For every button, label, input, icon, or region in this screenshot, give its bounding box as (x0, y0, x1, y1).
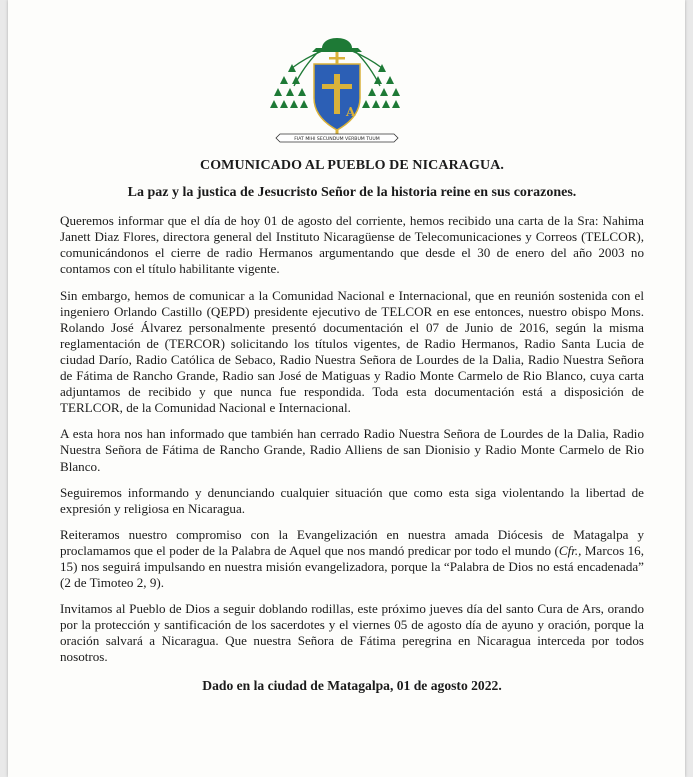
motto-text: FIAT MIHI SECUNDUM VERBUM TUUM (294, 137, 380, 142)
document-subtitle: La paz y la justica de Jesucristo Señor de la historia reine en sus corazones. (127, 185, 577, 201)
paragraph-5 (60, 527, 644, 591)
communique-body (60, 158, 644, 694)
paragraph-5-part-1: Reiteramos nuestro compromiso con la Evangelización en nuestra amada Diócesis de Matagalpa y proclamamos que el poder de la Palabra de Aquel que nos mandó predicar por todo el mundo ( (60, 526, 644, 558)
paragraph-2: Sin embargo, hemos de comunicar a la Comunidad Nacional e Internacional, que en reunión sostenida con el ingeniero Orlando Castillo (QEPD) presidente ejecutivo de TELCOR en ese entonces, nuestro obispo Mons. Rolando José Álvarez personalmente presentó documentación el 07 de Junio de 2016, según la misma reglamentación de (TERCOR) solicitando los títulos vigentes, de Radio Hermanos, Radio Santa Lucia de ciudad Darío, Radio Católica de Sebaco, Radio Nuestra Señora de Lourdes de la Dalia, Radio Nuestra Señora de Fátima de Rancho Grande, Radio san José de Matiguas y Radio Monte Carmelo de Rio Blanco, cuya carta adjuntamos de recibido y que nunca fue respondida. Toda esta documentación está a disposición de TERLCOR, de la Comunidad Nacional e Internacional. (60, 287, 644, 416)
paragraph-3: A esta hora nos han informado que también han cerrado Radio Nuestra Señora de Lourdes de la Dalia, Radio Nuestra Señora de Fátima de Rancho Grande, Radio Alliens de san Dionisio y Radio Monte Carmelo de Rio Blanco. (60, 426, 644, 474)
closing-line: Dado en la ciudad de Matagalpa, 01 de agosto 2022. (202, 677, 502, 693)
document-page (8, 0, 685, 777)
paragraph-5-italic: Cfr., (558, 542, 582, 558)
paragraph-5-part-2: Marcos 16, 15) nos seguirá impulsando en nuestra misión evangelizadora, porque la “Palabra de Dios no está encadenada” (2 de Timoteo 2, 9). (60, 542, 645, 591)
paragraph-1: Queremos informar que el día de hoy 01 de agosto del corriente, hemos recibido una carta de la Sra: Nahima Janett Diaz Flores, directora general del Instituto Nicaragüense de Telecomunicaciones y Correos (TELCOR), comunicándonos el cierre de radio Hermanos argumentando que desde el 30 de enero del año 2003 no contamos con el título habilitante vigente. (60, 213, 644, 277)
paragraph-6: Invitamos al Pueblo de Dios a seguir doblando rodillas, este próximo jueves día del santo Cura de Ars, orando por la protección y santificación de los sacerdotes y el viernes 05 de agosto día de ayuno y oración, porque la oración salvará a Nicaragua. Que nuestra Señora de Fátima peregrina en Nicaragua interceda por todos nosotros. (60, 601, 644, 665)
diocese-coat-of-arms-icon (270, 34, 404, 152)
paragraph-4: Seguiremos informando y denunciando cualquier situación que como esta siga violentando la libertad de expresión y religiosa en Nicaragua. (60, 484, 644, 516)
document-title: COMUNICADO AL PUEBLO DE NICARAGUA. (199, 158, 505, 173)
svg-text:A: A (346, 105, 356, 119)
